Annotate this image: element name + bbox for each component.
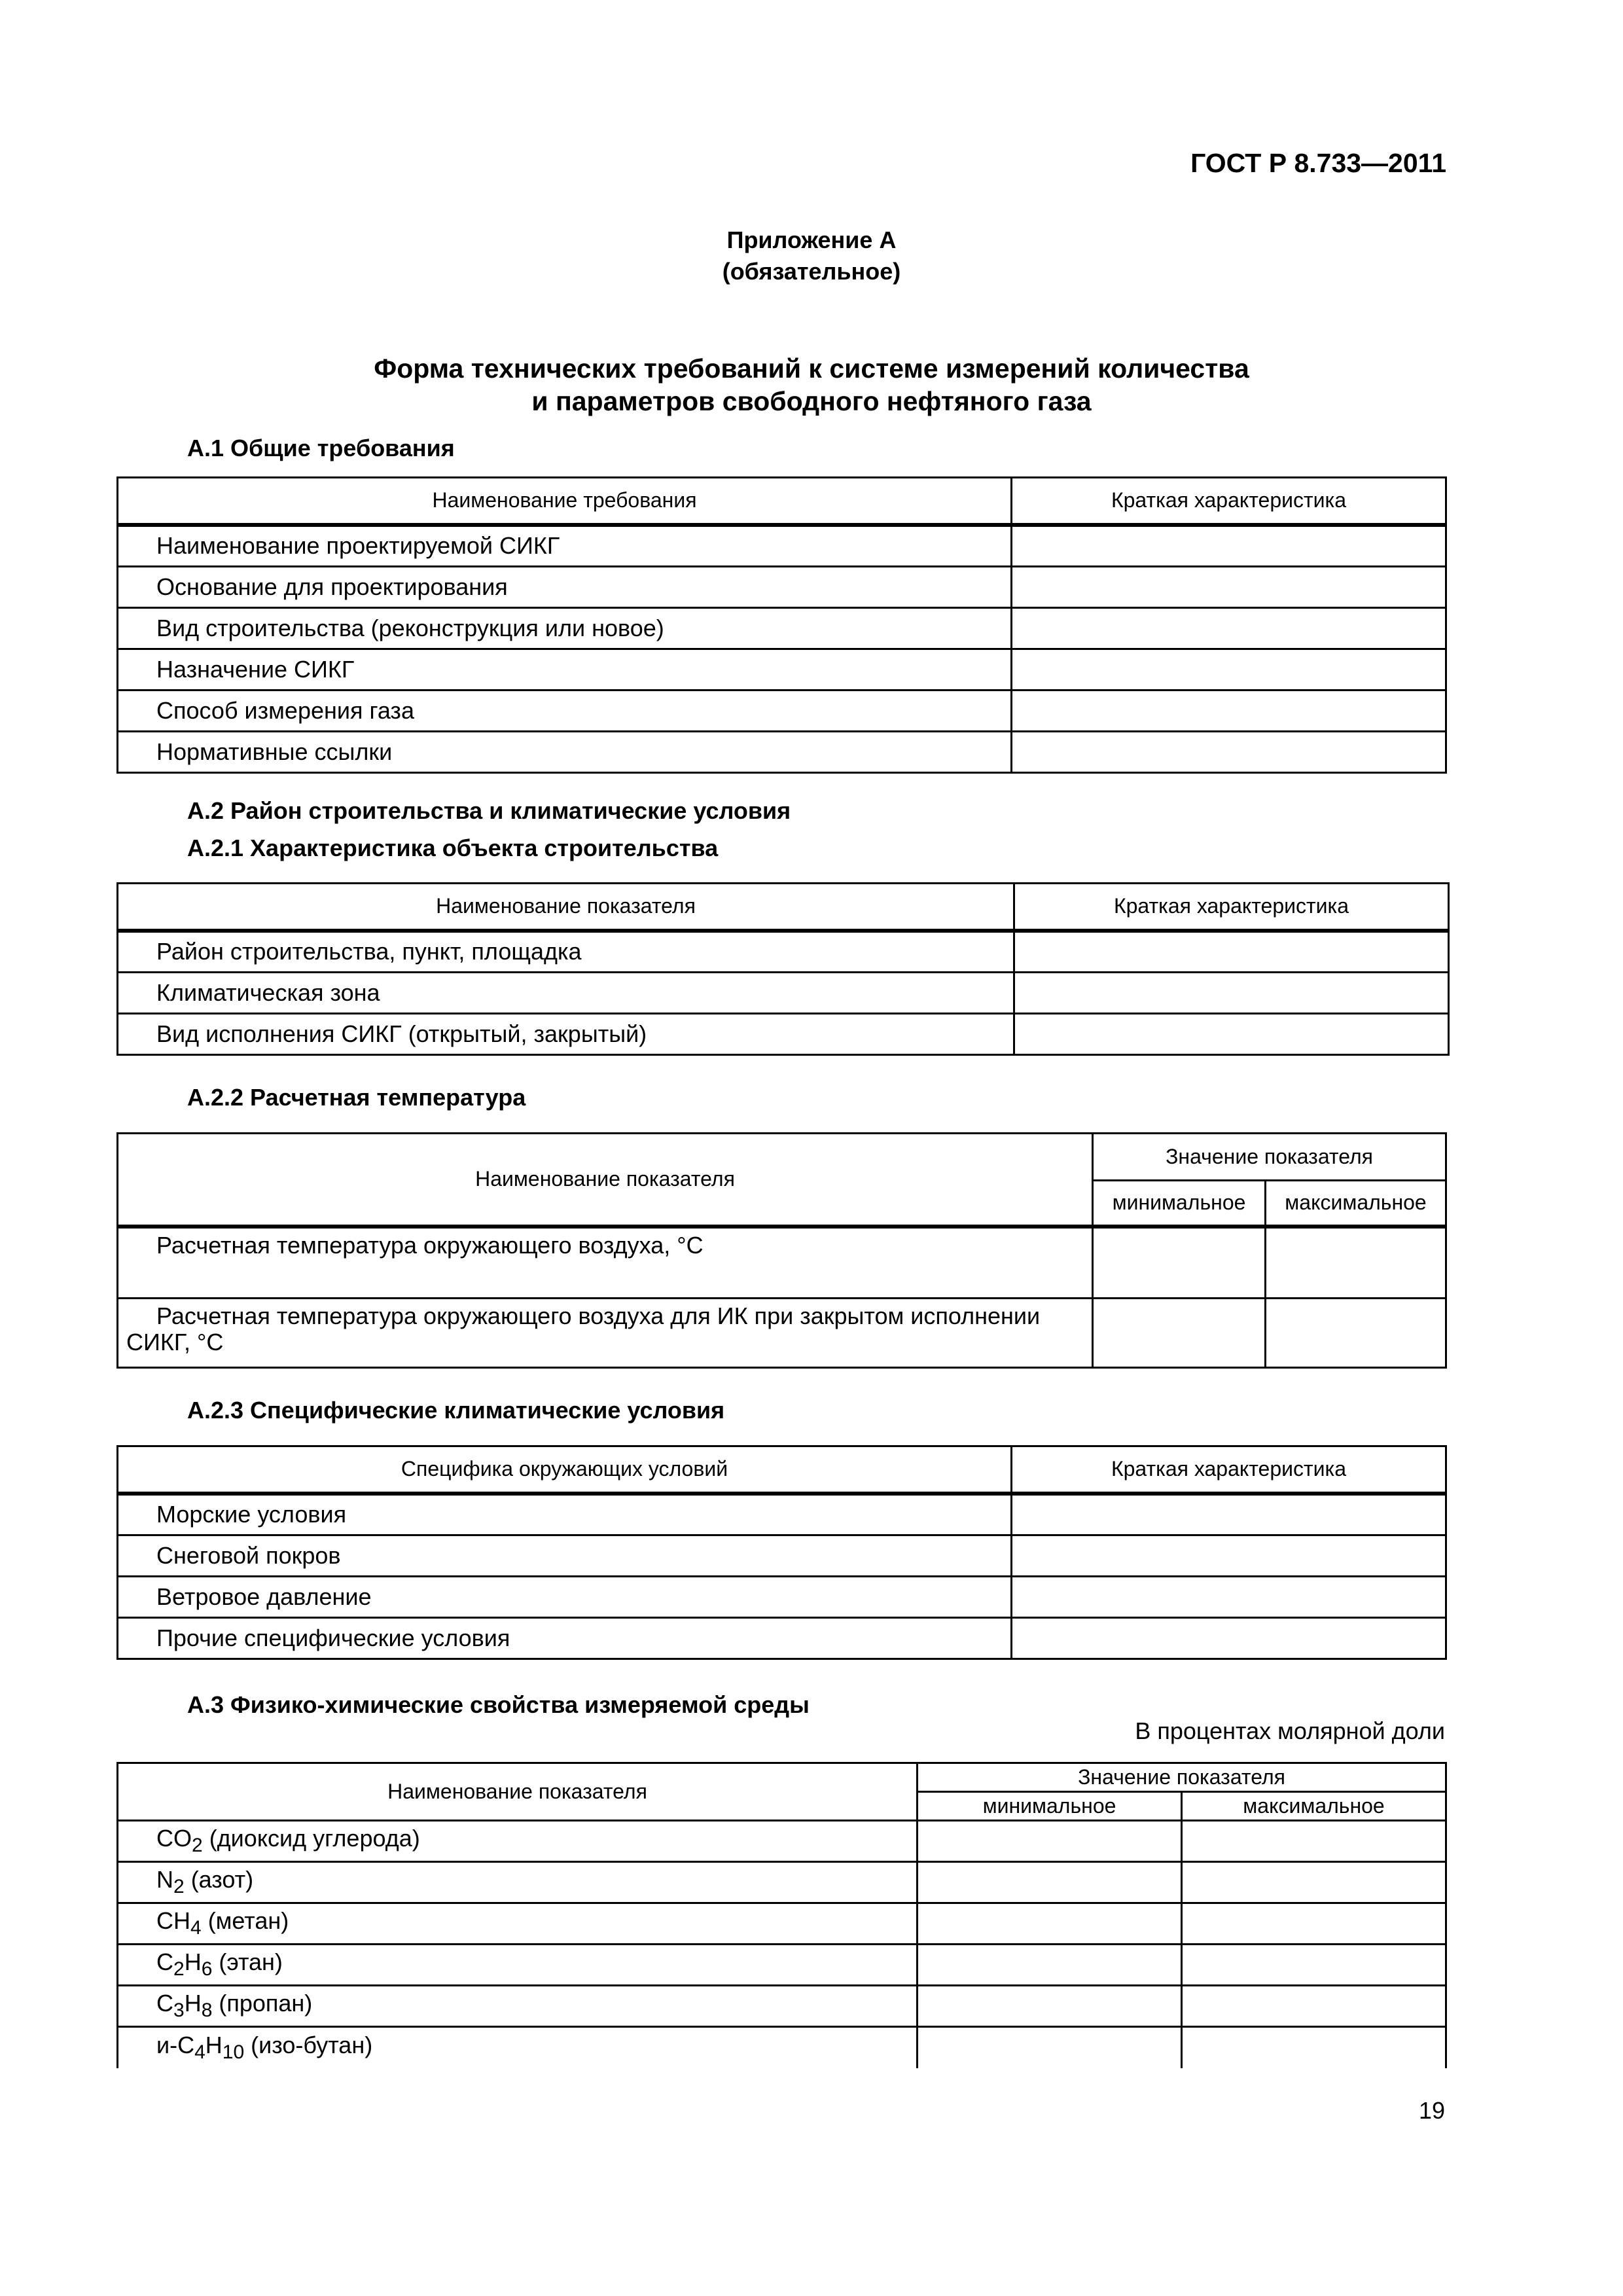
min-value-cell[interactable]: [918, 1903, 1182, 1945]
page-number: 19: [1418, 2097, 1445, 2124]
value-cell[interactable]: [1012, 649, 1446, 691]
value-cell[interactable]: [1012, 1577, 1446, 1618]
max-value-cell[interactable]: [1182, 1862, 1446, 1903]
max-value-cell[interactable]: [1182, 1986, 1446, 2027]
table-row: [118, 1821, 1446, 1862]
table-row-label: Морские условия: [118, 1494, 1012, 1535]
table-row-label: [118, 1299, 1093, 1368]
section-a21-heading: А.2.1 Характеристика объекта строительства: [187, 834, 719, 861]
table-row-label: Климатическая зона: [118, 973, 1014, 1014]
compound-label: [118, 1821, 918, 1862]
document-code: ГОСТ Р 8.733—2011: [1190, 148, 1446, 178]
table-row: [118, 1903, 1446, 1945]
compound-label: [118, 2027, 918, 2068]
formula-text: (пропан): [212, 1990, 313, 2017]
form-title-line-2: и параметров свободного нефтяного газа: [531, 386, 1092, 416]
value-cell[interactable]: [1012, 1618, 1446, 1659]
table-row-label: Назначение СИКГ: [118, 649, 1012, 691]
value-cell[interactable]: [1012, 732, 1446, 773]
formula-text: CO: [156, 1825, 192, 1852]
column-header-min: минимальное: [1093, 1181, 1266, 1227]
table-row: [118, 1862, 1446, 1903]
min-value-cell[interactable]: [918, 1945, 1182, 1986]
formula-subscript: 8: [201, 2000, 213, 2022]
column-header: Краткая характеристика: [1012, 1446, 1446, 1494]
table-row-label: [118, 1227, 1093, 1299]
max-value-cell[interactable]: [1266, 1227, 1446, 1299]
formula-subscript: 10: [222, 2041, 245, 2064]
section-a1-heading: А.1 Общие требования: [187, 435, 455, 461]
table-row-label: Способ измерения газа: [118, 691, 1012, 732]
table-physicochemical-properties: [116, 1762, 1447, 2068]
formula-text: H: [184, 1990, 202, 2017]
min-value-cell[interactable]: [918, 1821, 1182, 1862]
table-row: [118, 1986, 1446, 2027]
table-climatic-conditions: [116, 1445, 1447, 1660]
appendix-title: Приложение А: [726, 226, 897, 253]
unit-note: В процентах молярной доли: [1135, 1717, 1445, 1744]
table-row-label: Район строительства, пункт, площадка: [118, 931, 1014, 973]
compound-label: [118, 1903, 918, 1945]
max-value-cell[interactable]: [1182, 1945, 1446, 1986]
max-value-cell[interactable]: [1182, 1903, 1446, 1945]
table-row-label: Основание для проектирования: [118, 567, 1012, 608]
max-value-cell[interactable]: [1266, 1299, 1446, 1368]
row-text-line-2: СИКГ, °С: [126, 1329, 224, 1355]
table-row-label: Ветровое давление: [118, 1577, 1012, 1618]
column-header-max: максимальное: [1266, 1181, 1446, 1227]
formula-text: и-C: [156, 2032, 195, 2059]
formula-text: (азот): [184, 1866, 254, 1893]
column-header-name: Наименование показателя: [118, 1763, 918, 1821]
compound-label: [118, 1986, 918, 2027]
section-a23-heading: А.2.3 Специфические климатические условия: [187, 1397, 725, 1424]
column-header: Наименование показателя: [118, 884, 1014, 931]
value-cell[interactable]: [1012, 608, 1446, 649]
min-value-cell[interactable]: [918, 2027, 1182, 2068]
column-header: Специфика окружающих условий: [118, 1446, 1012, 1494]
formula-text: N: [156, 1866, 173, 1893]
value-cell[interactable]: [1014, 1014, 1449, 1055]
min-value-cell[interactable]: [918, 1986, 1182, 2027]
table-row-label: Нормативные ссылки: [118, 732, 1012, 773]
table-row: [118, 1945, 1446, 1986]
formula-subscript: 4: [194, 2041, 205, 2064]
table-design-temperature: [116, 1132, 1447, 1369]
formula-text: (диоксид углерода): [202, 1825, 420, 1852]
column-header: Краткая характеристика: [1014, 884, 1449, 931]
column-header-min: минимальное: [918, 1792, 1182, 1821]
table-row-label: Вид исполнения СИКГ (открытый, закрытый): [118, 1014, 1014, 1055]
column-header-name: Наименование показателя: [118, 1134, 1093, 1227]
section-a2-heading: А.2 Район строительства и климатические условия: [187, 797, 791, 824]
column-header-max: максимальное: [1182, 1792, 1446, 1821]
table-row: [118, 2027, 1446, 2068]
table-row-label: Прочие специфические условия: [118, 1618, 1012, 1659]
min-value-cell[interactable]: [1093, 1227, 1266, 1299]
min-value-cell[interactable]: [918, 1862, 1182, 1903]
formula-subscript: 6: [201, 1958, 213, 1981]
section-a22-heading: А.2.2 Расчетная температура: [187, 1084, 526, 1111]
appendix-status: (обязательное): [722, 258, 901, 285]
formula-text: CH: [156, 1907, 190, 1935]
section-a3-heading: А.3 Физико-химические свойства измеряемой среды: [187, 1691, 810, 1718]
column-header-group: Значение показателя: [918, 1763, 1446, 1792]
row-text: Расчетная температура окружающего воздуха, °С: [156, 1231, 704, 1259]
value-cell[interactable]: [1012, 1535, 1446, 1577]
formula-subscript: 4: [190, 1917, 202, 1939]
min-value-cell[interactable]: [1093, 1299, 1266, 1368]
formula-text: (этан): [212, 1948, 283, 1976]
column-header: Наименование требования: [118, 478, 1012, 525]
column-header-group: Значение показателя: [1093, 1134, 1446, 1181]
compound-label: [118, 1862, 918, 1903]
table-row-label: Наименование проектируемой СИКГ: [118, 525, 1012, 567]
max-value-cell[interactable]: [1182, 2027, 1446, 2068]
formula-subscript: 2: [192, 1835, 203, 1857]
value-cell[interactable]: [1012, 1494, 1446, 1535]
compound-label: [118, 1945, 918, 1986]
table-construction-object: [116, 882, 1450, 1056]
formula-subscript: 2: [173, 1876, 185, 1898]
value-cell[interactable]: [1014, 931, 1449, 973]
column-header: Краткая характеристика: [1012, 478, 1446, 525]
formula-text: H: [184, 1948, 202, 1976]
value-cell[interactable]: [1014, 973, 1449, 1014]
formula-text: (метан): [201, 1907, 289, 1935]
value-cell[interactable]: [1012, 567, 1446, 608]
max-value-cell[interactable]: [1182, 1821, 1446, 1862]
table-row-label: Вид строительства (реконструкция или новое): [118, 608, 1012, 649]
formula-text: H: [205, 2032, 223, 2059]
formula-subscript: 3: [173, 2000, 185, 2022]
formula-subscript: 2: [173, 1958, 185, 1981]
value-cell[interactable]: [1012, 525, 1446, 567]
table-row-label: Снеговой покров: [118, 1535, 1012, 1577]
formula-text: C: [156, 1948, 173, 1976]
formula-text: C: [156, 1990, 173, 2017]
form-title-line-1: Форма технических требований к системе измерений количества: [374, 353, 1249, 384]
value-cell[interactable]: [1012, 691, 1446, 732]
row-text-line-1: Расчетная температура окружающего воздуха для ИК при закрытом исполнении: [156, 1302, 1041, 1329]
table-general-requirements: [116, 476, 1447, 774]
formula-text: (изо-бутан): [244, 2032, 373, 2059]
